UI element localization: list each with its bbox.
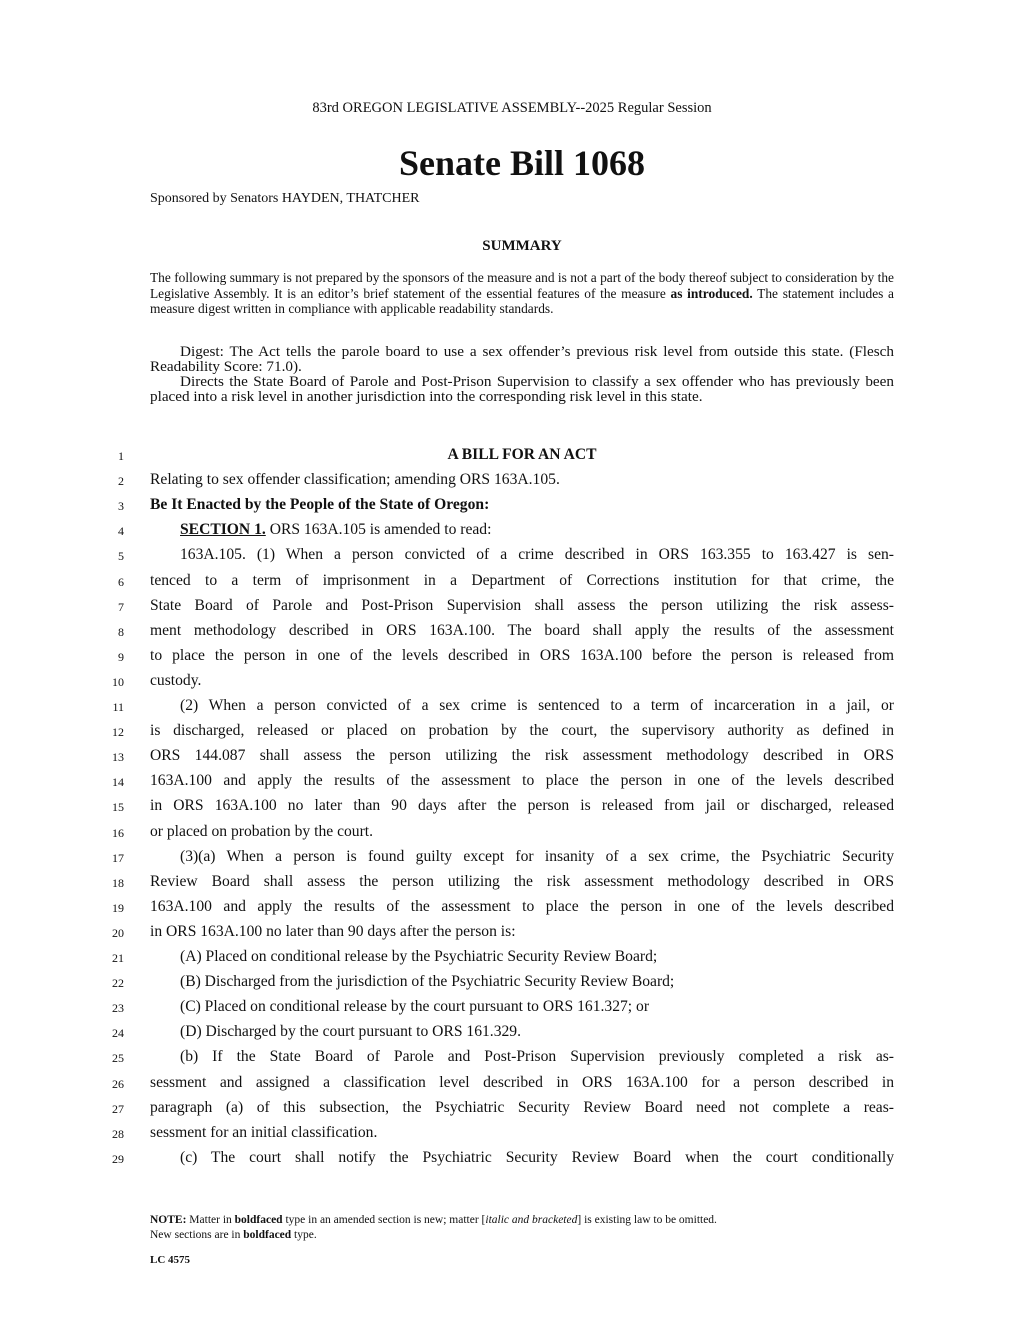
line-number: 4 <box>118 524 124 538</box>
bill-line: 163A.100 and apply the results of the assessment to place the person in one of the levels described <box>150 898 894 915</box>
bill-line: Relating to sex offender classification; amending ORS 163A.105. <box>150 471 560 488</box>
line-number: 25 <box>112 1051 124 1065</box>
bill-line: ORS 144.087 shall assess the person utilizing the risk assessment methodology described in ORS <box>150 747 894 764</box>
note-text-3: ] is existing law to be omitted. <box>577 1214 717 1226</box>
line-number: 5 <box>118 549 124 563</box>
line-number: 9 <box>118 650 124 664</box>
line-number: 18 <box>112 876 124 890</box>
bill-line: (b) If the State Board of Parole and Post-Prison Supervision previously completed a risk as- <box>180 1048 894 1065</box>
line-number: 27 <box>112 1102 124 1116</box>
line-number: 24 <box>112 1026 124 1040</box>
bill-line: Be It Enacted by the People of the State of Oregon: <box>150 496 490 513</box>
summary-heading: SUMMARY <box>482 238 562 254</box>
line-number: 14 <box>112 775 124 789</box>
bill-line: Review Board shall assess the person utilizing the risk assessment methodology described in ORS <box>150 873 894 890</box>
summary-intro <box>150 270 894 317</box>
note-text-4: New sections are in <box>150 1229 244 1241</box>
bill-line: (2) When a person convicted of a sex crime is sentenced to a term of incarceration in a jail, or <box>180 697 894 714</box>
line-number: 26 <box>112 1077 124 1091</box>
line-text: ORS 163A.105 is amended to read: <box>265 521 492 538</box>
line-number: 15 <box>112 800 124 814</box>
bill-line: paragraph (a) of this subsection, the Psychiatric Security Review Board need not complete a reas- <box>150 1099 894 1116</box>
note-bold-2: boldfaced <box>243 1229 292 1241</box>
line-number: 28 <box>112 1127 124 1141</box>
bill-line: sessment and assigned a classification level described in ORS 163A.100 for a person described in <box>150 1074 894 1091</box>
bill-line: 163A.105. (1) When a person convicted of a crime described in ORS 163.355 to 163.427 is sen- <box>180 546 894 563</box>
line-number: 13 <box>112 750 124 764</box>
note-bold-1: boldfaced <box>234 1214 283 1226</box>
bill-title: Senate Bill 1068 <box>398 143 645 183</box>
summary-intro-bold: as introduced. <box>670 285 753 301</box>
note-text-1: Matter in <box>186 1214 235 1226</box>
line-number: 17 <box>112 851 124 865</box>
bill-line <box>180 521 894 539</box>
line-number: 8 <box>118 625 124 639</box>
bill-line: in ORS 163A.100 no later than 90 days after the person is: <box>150 923 516 940</box>
summary-directs: Directs the State Board of Parole and Post-Prison Supervision to classify a sex offender who has previously been placed into a risk level in another jurisdiction into the corresponding risk level in this state. <box>150 373 894 405</box>
footnote <box>150 1213 910 1243</box>
line-number: 29 <box>112 1152 124 1166</box>
bill-line: A BILL FOR AN ACT <box>447 446 597 463</box>
line-number: 23 <box>112 1001 124 1015</box>
line-number: 3 <box>118 499 124 513</box>
summary-digest: Digest: The Act tells the parole board to use a sex offender’s previous risk level from outside this state. (Flesch Readability Score: 71.0). <box>150 343 894 375</box>
bill-line: State Board of Parole and Post-Prison Supervision shall assess the person utilizing the risk assess- <box>150 597 894 614</box>
line-number: 19 <box>112 901 124 915</box>
line-number: 1 <box>118 449 124 463</box>
summary-intro-text: The following summary is not prepared by the sponsors of the measure and is not a part of the body thereof subject to consideration by the Legislative Assembly. It is an editor’s brief statement of the essential features of the measure <box>150 270 894 301</box>
bill-line: sessment for an initial classification. <box>150 1124 378 1141</box>
bill-line: custody. <box>150 672 202 689</box>
bill-line: (c) The court shall notify the Psychiatric Security Review Board when the court conditionally <box>180 1149 894 1166</box>
bill-line: ment methodology described in ORS 163A.100. The board shall apply the results of the assessment <box>150 622 894 639</box>
line-number: 11 <box>112 700 124 714</box>
section-label: SECTION 1. <box>180 521 266 538</box>
line-number: 22 <box>112 976 124 990</box>
bill-line: (3)(a) When a person is found guilty except for insanity of a sex crime, the Psychiatric Security <box>180 848 894 865</box>
note-label: NOTE: <box>150 1214 187 1226</box>
bill-line: in ORS 163A.100 no later than 90 days after the person is released from jail or discharged, released <box>150 797 894 814</box>
bill-line: is discharged, released or placed on probation by the court, the supervisory authority as defined in <box>150 722 894 739</box>
bill-line: (B) Discharged from the jurisdiction of the Psychiatric Security Review Board; <box>180 973 675 990</box>
bill-line: (A) Placed on conditional release by the Psychiatric Security Review Board; <box>180 948 658 965</box>
bill-line: (D) Discharged by the court pursuant to ORS 161.329. <box>180 1023 521 1040</box>
summary-intro-text-2: The statement includes a measure digest written in compliance with applicable readability standards. <box>150 285 894 316</box>
line-number: 20 <box>112 926 124 940</box>
note-italic: italic and bracketed <box>485 1214 578 1226</box>
line-number: 12 <box>112 725 124 739</box>
bill-line: (C) Placed on conditional release by the court pursuant to ORS 161.327; or <box>180 998 650 1015</box>
bill-line: 163A.100 and apply the results of the assessment to place the person in one of the levels described <box>150 772 894 789</box>
lc-number: LC 4575 <box>150 1254 191 1266</box>
session-header: 83rd OREGON LEGISLATIVE ASSEMBLY--2025 Regular Session <box>312 100 712 116</box>
bill-sponsors: Sponsored by Senators HAYDEN, THATCHER <box>150 191 420 206</box>
bill-line: or placed on probation by the court. <box>150 823 374 840</box>
line-number: 7 <box>118 600 124 614</box>
bill-line: to place the person in one of the levels described in ORS 163A.100 before the person is released from <box>150 647 894 664</box>
line-number: 16 <box>112 826 124 840</box>
line-number: 21 <box>112 951 124 965</box>
note-text-2: type in an amended section is new; matter [ <box>282 1214 486 1226</box>
line-number: 10 <box>112 675 124 689</box>
bill-line: tenced to a term of imprisonment in a Department of Corrections institution for that crime, the <box>150 572 894 589</box>
line-number: 6 <box>118 575 124 589</box>
note-text-5: type. <box>291 1229 317 1241</box>
line-number: 2 <box>118 474 124 488</box>
